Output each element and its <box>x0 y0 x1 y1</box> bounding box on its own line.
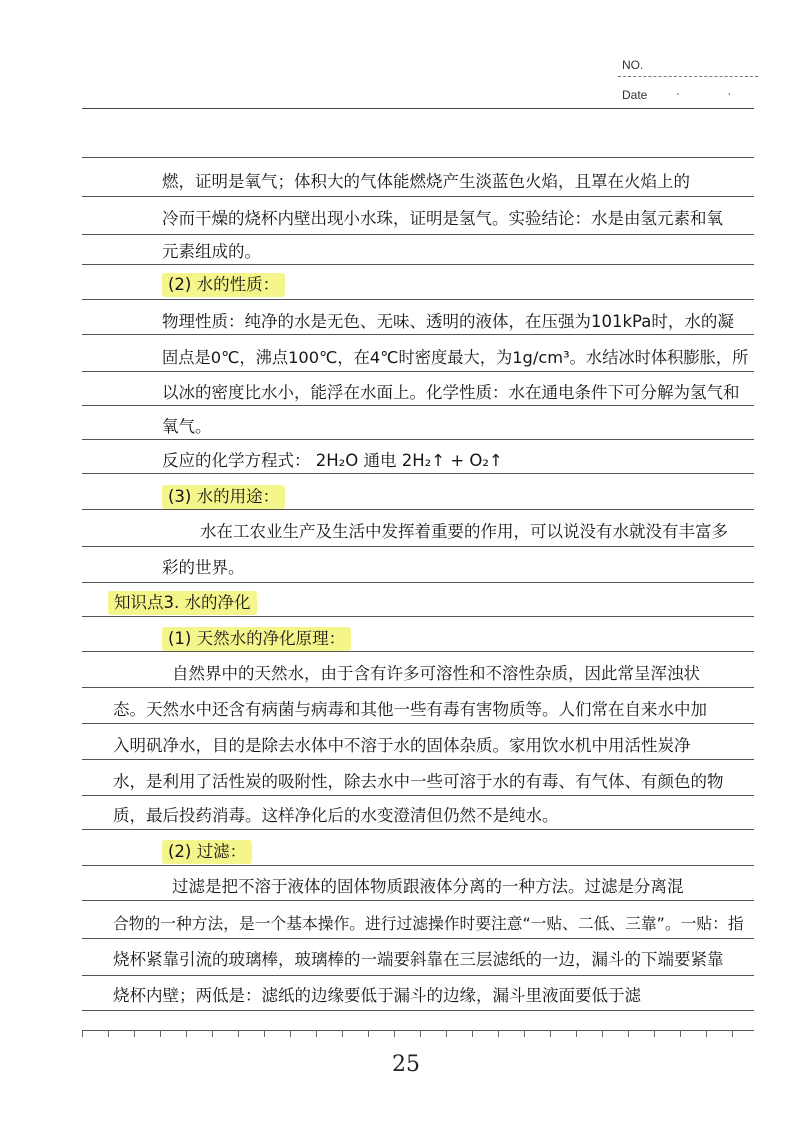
section-heading-filtration: (2) 过滤： <box>162 840 252 864</box>
ruled-line <box>82 759 754 760</box>
ruled-line <box>82 234 754 235</box>
text-line: 烧杯内壁；两低是：滤纸的边缘要低于漏斗的边缘，漏斗里液面要低于滤 <box>113 986 641 1005</box>
ruled-line <box>82 723 754 724</box>
text-line: 水在工农业生产及生活中发挥着重要的作用，可以说没有水就没有丰富多 <box>200 522 728 541</box>
page-number: 25 <box>392 1052 420 1077</box>
ruled-line <box>82 865 754 866</box>
ruled-line <box>82 196 754 197</box>
ruled-line <box>82 616 754 617</box>
ruled-line <box>82 473 754 474</box>
text-line: 固点是0℃，沸点100℃，在4℃时密度最大，为1g/cm³。水结冰时体积膨胀，所 <box>162 348 749 367</box>
ruled-line <box>82 651 754 652</box>
text-line: 以冰的密度比水小，能浮在水面上。化学性质：水在通电条件下可分解为氢气和 <box>162 383 740 402</box>
text-line: 质，最后投药消毒。这样净化后的水变澄清但仍然不是纯水。 <box>113 806 559 825</box>
text-line: 过滤是把不溶于液体的固体物质跟液体分离的一种方法。过滤是分离混 <box>172 877 684 896</box>
section-heading-uses: (3) 水的用途： <box>162 485 285 509</box>
ruled-line <box>82 371 754 372</box>
knowledge-point-heading: 知识点3. 水的净化 <box>108 591 257 615</box>
ruled-line <box>82 405 754 406</box>
ruled-line <box>82 509 754 510</box>
ruled-line <box>82 829 754 830</box>
ruled-line <box>82 546 754 547</box>
ruled-line <box>82 938 754 939</box>
text-line: 元素组成的。 <box>162 242 261 261</box>
text-line: 入明矾净水，目的是除去水体中不溶于水的固体杂质。家用饮水机中用活性炭净 <box>113 736 691 755</box>
text-line: 自然界中的天然水，由于含有许多可溶性和不溶性杂质，因此常呈浑浊状 <box>172 664 700 683</box>
text-line: 物理性质：纯净的水是无色、无味、透明的液体，在压强为101kPa时，水的凝 <box>162 312 734 331</box>
text-line: 冷而干燥的烧杯内壁出现小水珠，证明是氢气。实验结论：水是由氢元素和氧 <box>162 209 723 228</box>
ruled-line <box>82 582 754 583</box>
ruled-line <box>82 795 754 796</box>
date-dots: · · <box>676 86 754 100</box>
ruled-line <box>82 157 754 158</box>
date-label: Date <box>622 88 648 102</box>
ruled-line <box>82 334 754 335</box>
text-line: 彩的世界。 <box>162 558 245 577</box>
number-label: NO. <box>622 58 644 72</box>
chemical-equation: 反应的化学方程式： 2H₂O 通电 2H₂↑ + O₂↑ <box>162 451 503 470</box>
ruled-line <box>82 439 754 440</box>
text-line: 合物的一种方法，是一个基本操作。进行过滤操作时要注意“一贴、二低、三靠”。一贴：指 <box>113 914 744 933</box>
ruled-line <box>82 264 754 265</box>
ruled-line <box>82 900 754 901</box>
text-line: 燃，证明是氧气；体积大的气体能燃烧产生淡蓝色火焰，且罩在火焰上的 <box>162 172 690 191</box>
ruled-line <box>82 299 754 300</box>
text-line: 氧气。 <box>162 417 212 436</box>
ruled-line <box>82 687 754 688</box>
section-heading-properties: (2) 水的性质： <box>162 273 285 297</box>
bottom-tick-marks <box>82 1030 754 1037</box>
text-line: 水，是利用了活性炭的吸附性，除去水中一些可溶于水的有毒、有气体、有颜色的物 <box>113 772 724 791</box>
number-line <box>618 76 758 77</box>
section-heading-purification: (1) 天然水的净化原理： <box>162 627 351 651</box>
ruled-line <box>82 975 754 976</box>
text-line: 烧杯紧靠引流的玻璃棒，玻璃棒的一端要斜靠在三层滤纸的一边，漏斗的下端要紧靠 <box>113 950 724 969</box>
header-rule <box>82 108 754 109</box>
text-line: 态。天然水中还含有病菌与病毒和其他一些有毒有害物质等。人们常在自来水中加 <box>113 700 707 719</box>
ruled-line <box>82 1010 754 1011</box>
